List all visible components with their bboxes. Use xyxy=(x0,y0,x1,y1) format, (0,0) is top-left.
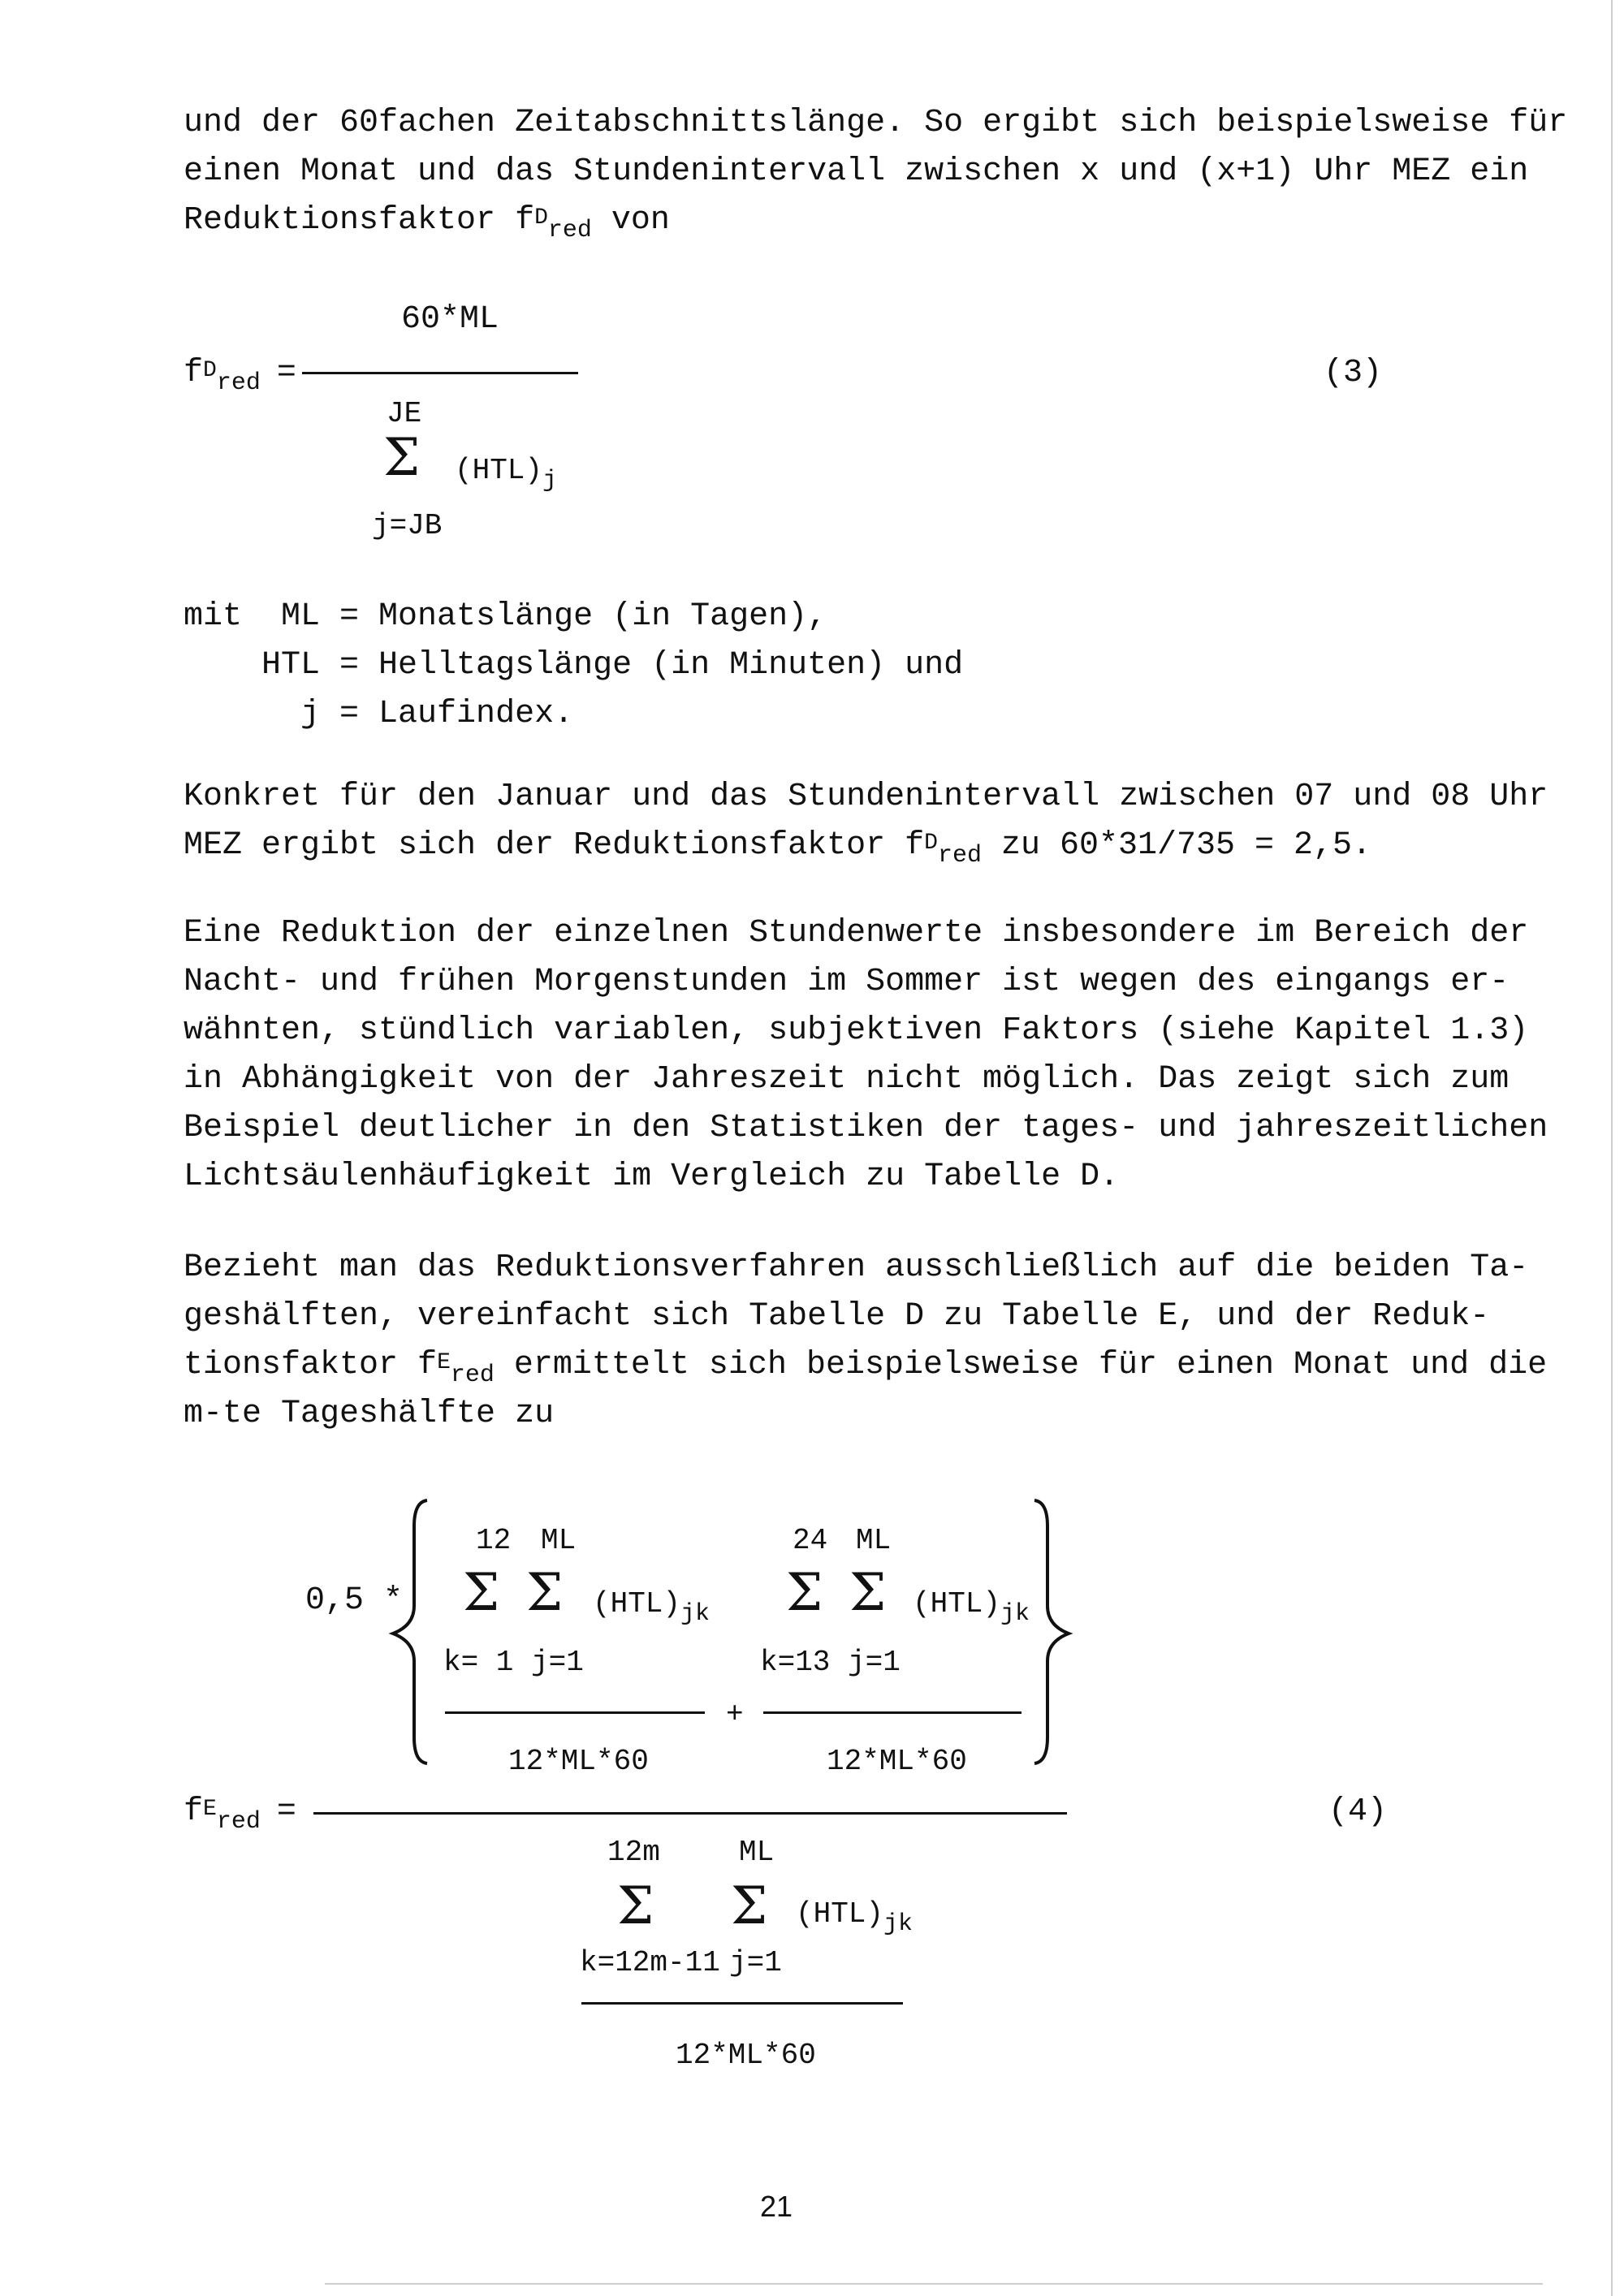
eq3-fraction-bar xyxy=(302,372,578,374)
para3-line1: Eine Reduktion der einzelnen Stundenwerte insbesondere im Bereich der xyxy=(184,915,1529,952)
eq4-bottom-upper-1: 12m xyxy=(607,1836,660,1869)
defs-line3: j = Laufindex. xyxy=(184,696,574,732)
eq4-term-2: $(HTL)_{jk}$ xyxy=(913,1587,1030,1628)
eq3-sigma: Σ xyxy=(383,428,421,488)
defs-line2: HTL = Helltagslänge (in Minuten) und xyxy=(184,647,964,684)
eq4-bottom-lower-2: j=1 xyxy=(729,1946,782,1979)
para1-line1: und der 60fachen Zeitabschnittslänge. So ergibt sich beispielsweise für xyxy=(184,105,1568,141)
eq4-upper-1a: 12 xyxy=(476,1524,512,1557)
eq3-lower-limit: j=JB xyxy=(372,509,443,542)
eq4-factor: 0,5 * xyxy=(305,1582,404,1619)
eq4-upper-2a: 24 xyxy=(793,1524,828,1557)
eq4-lhs: $fE_{red}$ = xyxy=(184,1793,296,1836)
para4-line1: Bezieht man das Reduktionsverfahren ausschließlich auf die beiden Ta- xyxy=(184,1249,1529,1286)
eq4-bottom-upper-2: ML xyxy=(739,1836,775,1869)
para3-line5: Beispiel deutlicher in den Statistiken der tages- und jahreszeitlichen xyxy=(184,1110,1548,1146)
para4-line4: m-te Tageshälfte zu xyxy=(184,1396,555,1432)
eq4-main-fraction-bar xyxy=(313,1812,1067,1815)
eq4-lower-1: k= 1 j=1 xyxy=(443,1646,584,1679)
eq4-bottom-term: $(HTL)_{jk}$ xyxy=(796,1897,914,1938)
para1-line2: einen Monat und das Stundenintervall zwischen x und (x+1) Uhr MEZ ein xyxy=(184,153,1529,190)
page-number: 21 xyxy=(760,2190,793,2223)
para3-line3: wähnten, stündlich variablen, subjektiven Faktors (siehe Kapitel 1.3) xyxy=(184,1012,1529,1049)
eq4-upper-1b: ML xyxy=(541,1524,577,1557)
eq4-plus: + xyxy=(726,1698,744,1731)
eq4-sigma-2a: Σ xyxy=(786,1563,823,1623)
eq4-lower-2: k=13 j=1 xyxy=(760,1646,901,1679)
eq4-right-brace xyxy=(1023,1494,1088,1770)
scan-edge-bottom xyxy=(325,2283,1543,2285)
eq4-inner-bar-2 xyxy=(763,1711,1021,1714)
para3-line2: Nacht- und frühen Morgenstunden im Sommer ist wegen des eingangs er- xyxy=(184,964,1510,1000)
eq4-term-1: $(HTL)_{jk}$ xyxy=(593,1587,710,1628)
scan-edge-right xyxy=(1611,0,1613,2296)
eq4-left-brace xyxy=(374,1494,438,1770)
eq4-inner-bar-1 xyxy=(445,1711,705,1714)
eq3-number: (3) xyxy=(1324,355,1383,391)
para1-line3: Reduktionsfaktor $fD_{red}$ von xyxy=(184,202,670,244)
eq3-lhs: $fD_{red}$ = xyxy=(184,355,296,397)
eq3-term: $(HTL)_j$ xyxy=(455,454,558,494)
eq4-bottom-lower-1: k=12m-11 xyxy=(580,1946,720,1979)
para4-line3: tionsfaktor $fE_{red}$ ermittelt sich beispielsweise für einen Monat und die xyxy=(184,1347,1548,1389)
eq4-number: (4) xyxy=(1328,1793,1388,1830)
para2-line1: Konkret für den Januar und das Stundenintervall zwischen 07 und 08 Uhr xyxy=(184,779,1548,815)
eq4-inner-den-2: 12*ML*60 xyxy=(827,1745,967,1778)
para4-line2: geshälften, vereinfacht sich Tabelle D zu Tabelle E, und der Reduk- xyxy=(184,1298,1490,1335)
eq4-sigma-2b: Σ xyxy=(849,1563,887,1623)
eq3-numerator: 60*ML xyxy=(401,301,499,338)
para3-line6: Lichtsäulenhäufigkeit im Vergleich zu Tabelle D. xyxy=(184,1159,1120,1195)
para3-line4: in Abhängigkeit von der Jahreszeit nicht möglich. Das zeigt sich zum xyxy=(184,1061,1510,1098)
eq4-sigma-1b: Σ xyxy=(526,1563,564,1623)
eq4-sigma-1a: Σ xyxy=(463,1563,500,1623)
eq4-bottom-sigma-1: Σ xyxy=(617,1876,654,1936)
eq4-bottom-inner-bar xyxy=(581,2002,903,2005)
eq4-bottom-sigma-2: Σ xyxy=(731,1876,768,1936)
eq3-upper-limit: JE xyxy=(387,397,422,430)
para2-line2: MEZ ergibt sich der Reduktionsfaktor $fD_{red}$ zu 60*31/735 = 2,5. xyxy=(184,827,1372,870)
eq4-inner-den-1: 12*ML*60 xyxy=(508,1745,649,1778)
eq4-bottom-den: 12*ML*60 xyxy=(676,2039,816,2072)
defs-line1: mit ML = Monatslänge (in Tagen), xyxy=(184,598,827,635)
eq4-upper-2b: ML xyxy=(856,1524,892,1557)
